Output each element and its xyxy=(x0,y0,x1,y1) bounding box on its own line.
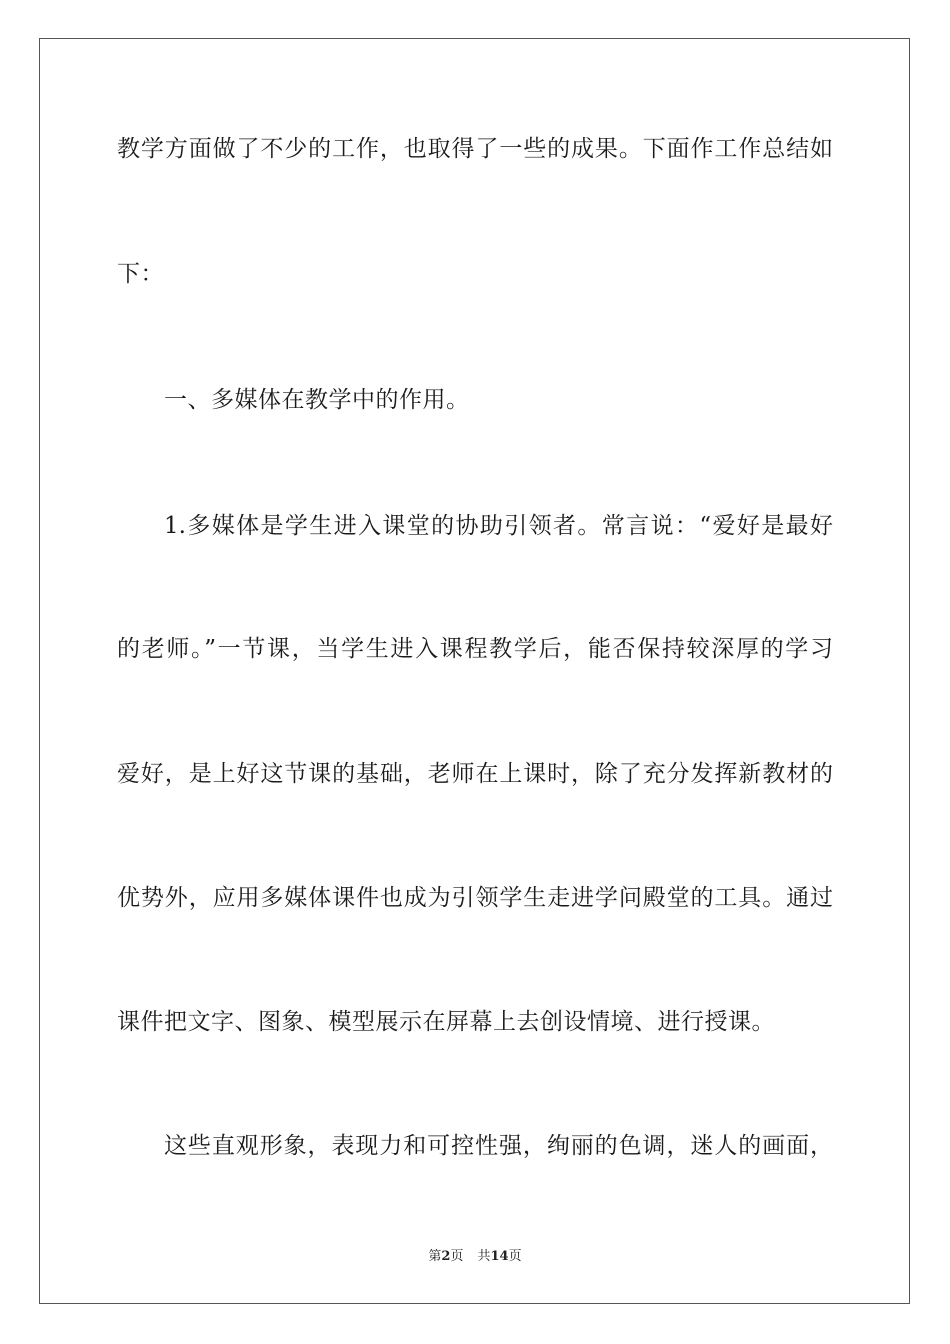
footer-page-suffix: 页 xyxy=(450,1249,464,1264)
page-footer xyxy=(0,1248,950,1266)
footer-page-total: 14 xyxy=(490,1249,509,1264)
body-text-line-1: 教学方面做了不少的工作，也取得了一些的成果。下面作工作总结如 xyxy=(117,136,833,162)
body-text-line-4: 1.多媒体是学生进入课堂的协助引领者。常言说：“爱好是最好 xyxy=(164,513,833,539)
body-text-line-5: 的老师。”一节课，当学生进入课程教学后，能否保持较深厚的学习 xyxy=(117,636,833,662)
section-heading: 一、多媒体在教学中的作用。 xyxy=(164,387,470,413)
footer-total-prefix: 共 xyxy=(477,1249,491,1264)
footer-total-suffix: 页 xyxy=(508,1249,522,1264)
body-text-line-8: 课件把文字、图象、模型展示在屏幕上去创设情境、进行授课。 xyxy=(117,1009,775,1035)
body-text-line-6: 爱好，是上好这节课的基础，老师在上课时，除了充分发挥新教材的 xyxy=(117,761,833,787)
footer-page-current: 2 xyxy=(441,1249,451,1264)
body-text-line-7: 优势外，应用多媒体课件也成为引领学生走进学问殿堂的工具。通过 xyxy=(117,885,833,911)
body-text-line-2: 下： xyxy=(117,261,164,287)
body-text-line-9: 这些直观形象，表现力和可控性强，绚丽的色调，迷人的画面， xyxy=(164,1133,833,1159)
page-border xyxy=(39,38,910,1304)
footer-page-prefix: 第 xyxy=(428,1249,442,1264)
